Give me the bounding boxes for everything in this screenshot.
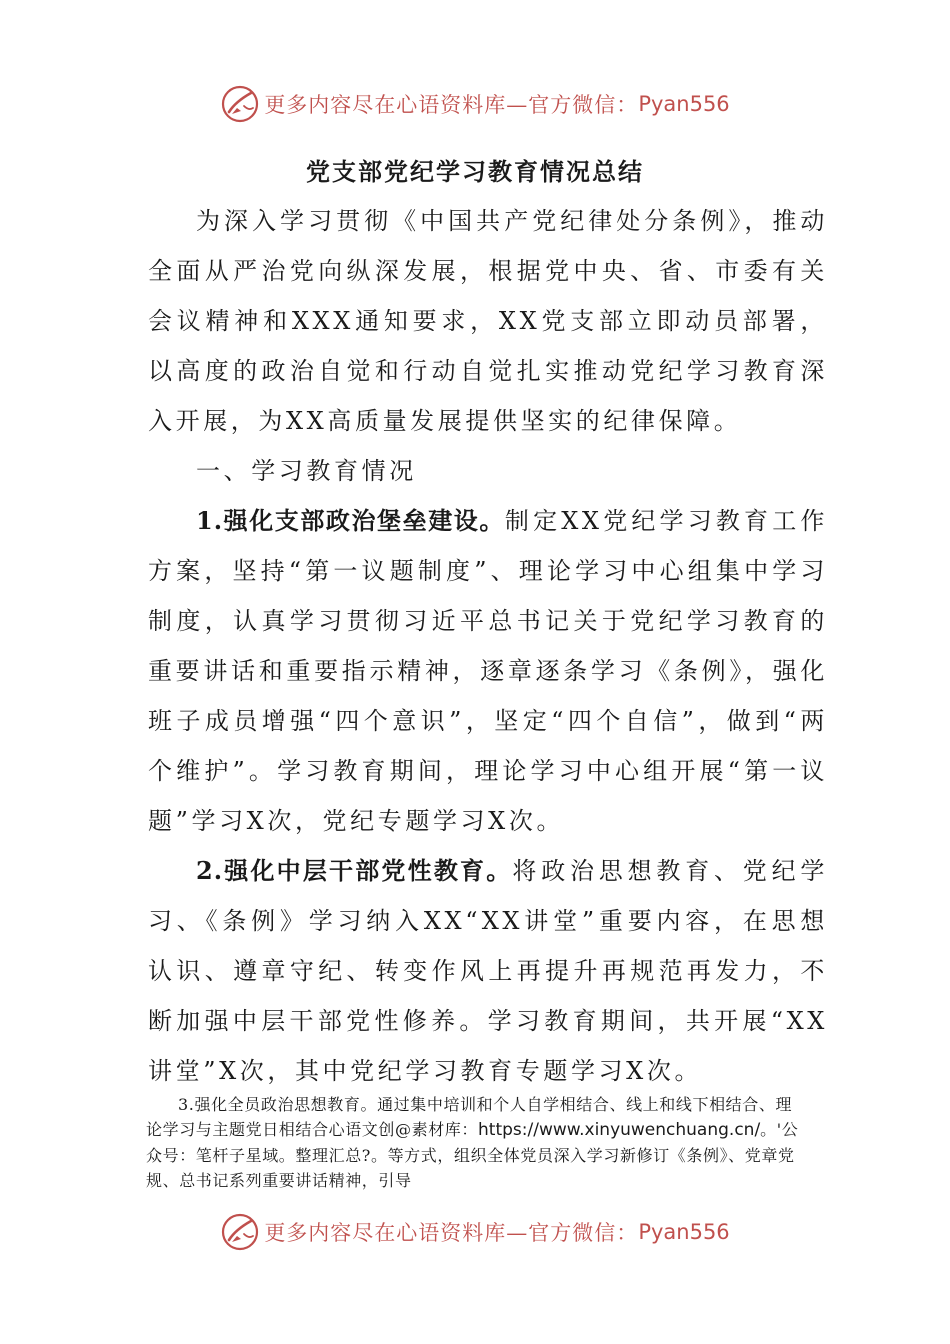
header-banner <box>0 80 950 128</box>
banner-wechat-id: Pyan556 <box>638 1220 730 1244</box>
intro-paragraph: 为深入学习贯彻《中国共产党纪律处分条例》，推动全面从严治党向纵深发展，根据党中央、省、市委有关会议精神和XXX通知要求，XX党支部立即动员部署，以高度的政治自觉和行动自觉扎实推动党纪学习教育深入开展，为XX高质量发展提供坚实的纪律保障。 <box>148 207 828 435</box>
document-title: 党支部党纪学习教育情况总结 <box>306 157 644 186</box>
item-3-url-a[interactable]: https:// <box>478 1120 539 1140</box>
item-1-heading: 1.强化支部政治堡垒建设。 <box>196 506 505 535</box>
item-2-text: 将政治思想教育、党纪学习、《条例》学习纳入XX“XX讲堂”重要内容，在思想认识、遵章守纪、转变作风上再提升再规范再发力，不断加强中层干部党性修养。学习教育期间，共开展“XX讲堂”X次，其中党纪学习教育专题学习X次。 <box>148 857 828 1085</box>
item-3-paragraph <box>146 1092 806 1193</box>
banner-text: 更多内容尽在心语资料库—官方微信： <box>264 1221 639 1245</box>
document-body <box>148 196 828 1096</box>
banner-wechat-id: Pyan556 <box>638 92 730 116</box>
item-3-text-end: 。'公众号：笔杆子星域。整理汇总?。等方式，组织全体党员深入学习新修订《条例》、党章党规、总书记系列重要讲话精神，引导 <box>146 1120 799 1190</box>
item-1-text: 制定XX党纪学习教育工作方案，坚持“第一议题制度”、理论学习中心组集中学习制度，认真学习贯彻习近平总书记关于党纪学习教育的重要讲话和重要指示精神，逐章逐条学习《条例》，强化班子成员增强“四个意识”，坚定“四个自信”，做到“两个维护”。学习教育期间，理论学习中心组开展“第一议题”学习X次，党纪专题学习X次。 <box>148 507 828 835</box>
pen-logo-icon <box>220 84 260 124</box>
banner-text: 更多内容尽在心语资料库—官方微信： <box>264 93 639 117</box>
item-1-paragraph <box>148 496 828 846</box>
pen-logo-icon <box>220 1212 260 1252</box>
footer-banner <box>0 1208 950 1256</box>
item-3-text-start: 3.强化全员政治思想教育。通过集中培训和个人自学相结合、线上和线下相结合、理论学习与主题党日相结合心语文创@素材库： <box>146 1095 793 1139</box>
item-2-paragraph <box>148 846 828 1096</box>
item-2-heading: 2.强化中层干部党性教育。 <box>196 856 513 885</box>
item-3-url-b[interactable]: www.xinyuwenchuang.cn/ <box>538 1120 761 1140</box>
section-heading: 一、学习教育情况 <box>196 457 417 485</box>
